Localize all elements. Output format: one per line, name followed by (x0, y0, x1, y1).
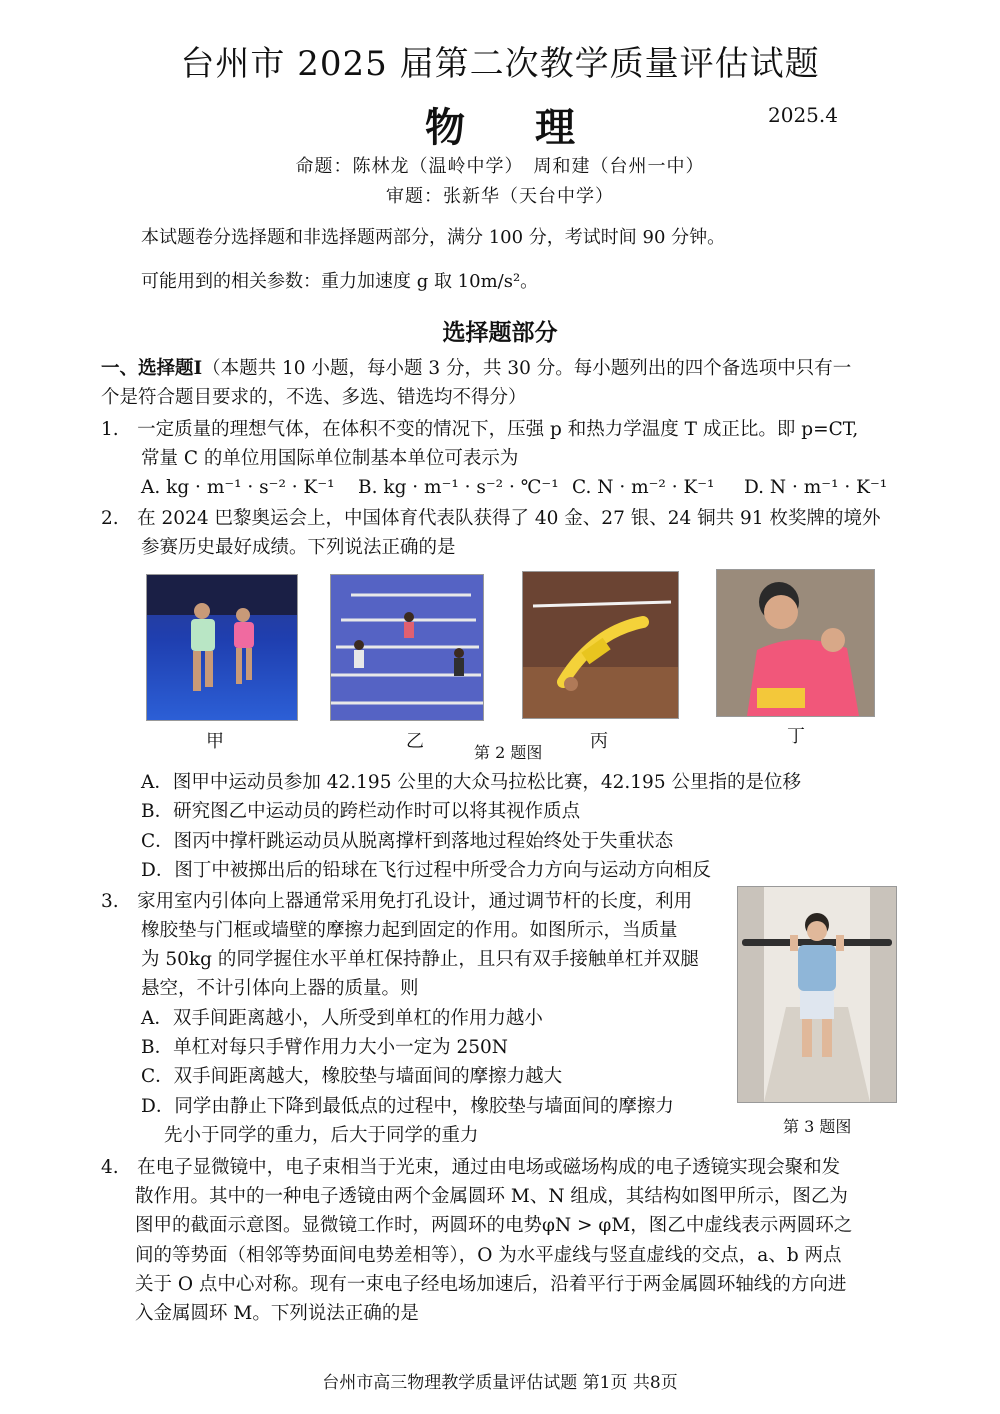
q4-line-4: 间的等势面（相邻等势面间电势差相等），O 为水平虚线与竖直虚线的交点，a、b 两点 (135, 1245, 842, 1266)
q3-line-2: 橡胶垫与门框或墙壁的摩擦力起到固定的作用。如图所示，当质量 (141, 920, 678, 941)
q3-option-d-line-1: D．同学由静止下降到最低点的过程中，橡胶垫与墙面间的摩擦力 (141, 1096, 674, 1117)
q3-line-4: 悬空，不计引体向上器的质量。则 (141, 978, 419, 999)
q3-figure-caption: 第 3 题图 (783, 1117, 852, 1136)
q3-option-a: A．双手间距离越小，人所受到单杠的作用力越小 (141, 1008, 543, 1029)
intro-line-1: 本试题卷分选择题和非选择题两部分，满分 100 分，考试时间 90 分钟。 (141, 227, 726, 248)
q3-option-c: C．双手间距离越大，橡胶垫与墙面间的摩擦力越大 (141, 1066, 563, 1087)
q4-line-3: 图甲的截面示意图。显微镜工作时，两圆环的电势φN > φM，图乙中虚线表示两圆环之 (135, 1215, 853, 1236)
part1-desc-2: 个是符合题目要求的，不选、多选、错选均不得分） (101, 387, 527, 408)
pole-vault-illustration (523, 572, 678, 718)
q3-line-1: 3. 家用室内引体向上器通常采用免打孔设计，通过调节杆的长度，利用 (101, 891, 693, 912)
q4-line-2: 散作用。其中的一种电子透镜由两个金属圆环 M、N 组成，其结构如图甲所示，图乙为 (135, 1186, 848, 1207)
photo-hurdles (330, 574, 484, 721)
q2-line-1: 2. 在 2024 巴黎奥运会上，中国体育代表队获得了 40 金、27 银、24 铜共 91 枚奖牌的境外 (101, 508, 881, 529)
q2-option-b: B．研究图乙中运动员的跨栏动作时可以将其视作质点 (141, 801, 581, 822)
q1-line-1: 1. 一定质量的理想气体，在体积不变的情况下，压强 p 和热力学温度 T 成正比。即 p=CT, (101, 419, 859, 440)
photo-caption-bing: 丙 (590, 731, 608, 752)
q4-line-6: 入金属圆环 M。下列说法正确的是 (135, 1303, 419, 1324)
photo-marathon (146, 574, 298, 721)
photo-pull-up (737, 886, 897, 1103)
part1-heading: 一、选择题Ⅰ (101, 358, 203, 379)
authors-line: 命题：陈林龙（温岭中学） 周和建（台州一中） (295, 156, 705, 177)
intro-line-2: 可能用到的相关参数：重力加速度 g 取 10m/s²。 (141, 271, 539, 292)
hurdles-illustration (331, 575, 483, 720)
q3-option-d-line-2: 先小于同学的重力，后大于同学的重力 (164, 1125, 479, 1146)
photo-shot-put (716, 569, 875, 717)
subject-title: 物理 (425, 104, 645, 151)
part1-desc-1: （本题共 10 小题，每小题 3 分，共 30 分。每小题列出的四个备选项中只有一 (202, 358, 852, 379)
photo-pole-vault (522, 571, 679, 719)
photo-caption-yi: 乙 (406, 731, 424, 752)
section-title: 选择题部分 (442, 319, 558, 346)
photo-caption-ding: 丁 (787, 726, 805, 747)
part1-heading-line (101, 357, 851, 381)
q2-option-a: A．图甲中运动员参加 42.195 公里的大众马拉松比赛，42.195 公里指的是位移 (141, 772, 801, 793)
marathon-runners-illustration (147, 575, 297, 720)
q4-line-1: 4. 在电子显微镜中，电子束相当于光束，通过由电场或磁场构成的电子透镜实现会聚和发 (101, 1157, 841, 1178)
q3-option-b: B．单杠对每只手臂作用力大小一定为 250N (141, 1037, 508, 1058)
q1-option-b: B. kg · m⁻¹ · s⁻² · ℃⁻¹ (358, 477, 559, 498)
reviewer-line: 审题：张新华（天台中学） (386, 186, 614, 207)
page-footer: 台州市高三物理教学质量评估试题 第1页 共8页 (322, 1373, 678, 1393)
q2-line-2: 参赛历史最好成绩。下列说法正确的是 (141, 537, 456, 558)
q1-option-a: A. kg · m⁻¹ · s⁻² · K⁻¹ (141, 477, 335, 498)
q2-figure-caption: 第 2 题图 (474, 743, 543, 762)
photo-caption-jia: 甲 (206, 731, 224, 752)
exam-date: 2025.4 (768, 103, 838, 127)
q1-option-c: C. N · m⁻² · K⁻¹ (572, 477, 715, 498)
exam-title: 台州市 2025 届第二次教学质量评估试题 (180, 44, 820, 84)
q1-line-2: 常量 C 的单位用国际单位制基本单位可表示为 (141, 448, 519, 469)
shot-put-illustration (717, 570, 874, 716)
q1-option-d: D. N · m⁻¹ · K⁻¹ (744, 477, 888, 498)
q3-line-3: 为 50kg 的同学握住水平单杠保持静止，且只有双手接触单杠并双腿 (141, 949, 699, 970)
q2-option-d: D．图丁中被掷出后的铅球在飞行过程中所受合力方向与运动方向相反 (141, 860, 711, 881)
pull-up-bar-illustration (738, 887, 896, 1102)
q2-option-c: C．图丙中撑杆跳运动员从脱离撑杆到落地过程始终处于失重状态 (141, 831, 674, 852)
q4-line-5: 关于 O 点中心对称。现有一束电子经电场加速后，沿着平行于两金属圆环轴线的方向进 (135, 1274, 847, 1295)
